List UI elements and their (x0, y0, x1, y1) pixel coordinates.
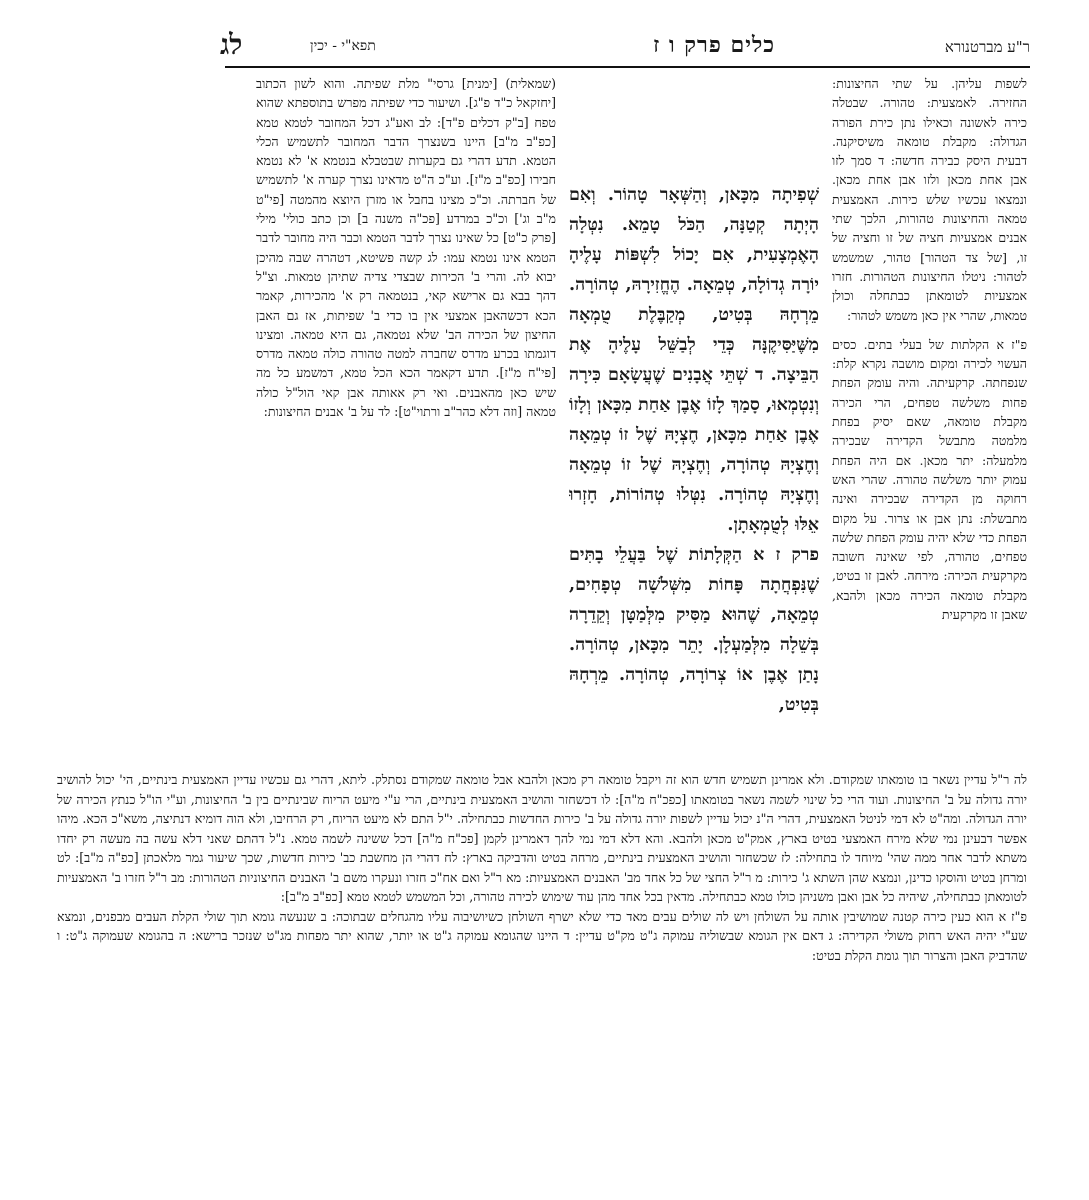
bottom-commentary-block (57, 770, 1027, 1130)
page-number: לג (220, 28, 243, 61)
mishnah-column (569, 180, 819, 768)
commentary-paragraph: לשפות עליהן. על שתי החיצונות: החזירה. לאמצעית: טהורה. שבטלה כירה לאשונה וכאילו נתן כירת הפורה הגדולה: מקבלת טומאה משיסיקנה. דבעית היסק כבירה חדשה: ד סמך לזו אבן אחת מכאן ולזו אבן אחת מכאן. ונמצאו עכשיו שלש כירות. האמצעית טמאה והחיצונות טהורות, הלכך שתי אבנים אמצעיות חציה של זו וחציה של זו, [של צד הטהור] טהור, שמשמש לטהור: ניטלו החיצונות הטהורות. חזרו אמצעיות לטומאתן כבתחלה וכולן טמאות, שהרי אין כאן משמש לטהור: (832, 76, 1027, 323)
commentary-paragraph: פ"ז א הוא כעין כירה קטנה שמושיבין אותה על השולחן ויש לה שולים עבים מאד כדי שלא ישרף השולחן כשיושיבוה עליו מהגחלים שבתוכה: ב שנעשה גומא תוך שולי הקלת העבים מבפנים, ונמצא שע"י יהיה האש רחוק משולי הקדירה: ג דאם אין הגומא שבשוליה עמוקה ג"ט מק"ט עדיין: ד היינו שהגומא עמוקה ג"ט או יותר, שהוא יתר מפחות מג"ט שנזכר ברישא: ה בהגומא שעמוקה ג"ט: ו שהדביק האבן והצרור תוך גומת הקלת בטיט: (57, 908, 1027, 963)
secondary-commentary-name: תפא"י - יכין (310, 38, 376, 54)
commentary-paragraph: (שמאלית) [ימנית] גרסי" מלת שפיתה. והוא לשון הכתוב [יחזקאל כ"ד פ"ג]. ושיעור כדי שפיתה מפרש בתוספתא שהוא טפח [ב"ק דכלים פ"ד]: לב ואע"ג דכל המחובר לטמא טמא [כפ"ב מ"ב] היינו בשנצרך הדבר המחובר לתשמיש הכלי הטמא. תדע דהרי גם בקערות שבטבלא בנטמא א' לא נטמא חבירו [כפ"ב מ"ז]. וע"כ ה"ט מדאינו נצרך קערה א' לתשמיש של חברתה. וכ"כ מצינו בחבל או מזרן היוצא מהמטה [פי"ט מ"ב וג'] וכ"כ במרדע [פכ"ה משנה ב] וכן כתב כולי' מילי [פרק כ"ט] כל שאינו נצרך לדבר הטמא וכבר היה מחובר לדבר הטמא אינו נטמא עמו: לג קשה פשיטא, דטהרה שבה מהיכן יבוא לה. והרי ב' הכירות שבצדי צדיה שתיהן טמאות. וצ"ל דהך בבא גם ארישא קאי, בנטמאה רק א' מהכירות, קאמר הכא דכשהאבן אמצעי אין בו כדי ב' שפיתות, אז גם האבן החיצון של הכירה הב' שלא נטמאה, גם היא טמאה. ומצינו דוגמתו בכרע מדרס שחברה למטה טהורה כולה טמאה מדרס [פי"ח מ"ז]. תדע דקאמר הכא הכל טמא, דמשמע כל מה שיש כאן מהאבנים. ואי רק אאותה אבן קאי הול"ל כולה טמאה [וזה דלא כהר"ב ורתוי"ט]: לד על ב' אבנים החיצונות: (256, 76, 556, 420)
commentary-paragraph: פ"ז א הקלתות של בעלי בתים. כסים העשוי לכירה ומקום מושבה נקרא קלת: שנפחתה. קרקעיתה. והיה עומק הפחת פחות משלשה טפחים, הרי הכירה מקבלת טומאה, שאם יסיק בפחת מלמטה מתבשל הקדירה שבכירה מלמעלה: יתר מכאן. אם היה הפחת עמוק יותר משלשה טהורה. שהרי האש רחוקה מן הקדירה שבכירה ואינה מתבשלת: נתן אבן או צרור. על מקום הפחת כדי שלא יהיה עומק הפחת שלשה טפחים, טהורה, לפי שאינה חשובה מקרקעית הכירה: מירחה. לאבן זו בטיט, מקבלת טומאה הכירה מכאן ולהבא, שאבן זו מקרקעית (832, 336, 1027, 623)
page-header (220, 28, 1030, 64)
commentary-paragraph: לה ר"ל עדיין נשאר בו טומאתו שמקודם. ולא אמרינן תשמיש חדש הוא זה ויקבל טומאה רק מכאן ולהבא אבל טומאה שמקודם נסתלק. ליתא, דהרי גם עכשיו עדיין האמצעית בינתיים, הי' יכול להושיב יורה גדולה על ב' החיצונות. ועוד הרי כל שינוי לשמה נשאר בטומאתו [כפכ"ח מ"ה]: לו דכשחזר והושיב האמצעית בינתיים, הרי ע"י מיעט הריוח שבינתיים בין ב' החיצונות, וע"י הו"ל כנתץ הכירה של יורה הגדולה. ומה"ט לא דמי לניטל האמצעית, דהרי ה"נ יכול עדיין לשפות יורה גדולה על ב' כירות החדשות כבתחילה. י"ל התם לא מיעט הריוח, רק הרחיבו, ולא הוה דומיא דנתיצה, משא"כ הכא. מיהו אפשר דבעינן נמי שלא מירח האמצעי בטיט בארץ, אמק"ט מכאן ולהבא. והא דלא דמי נמי להך דאמרינן לקמן [פכ"ח מ"ה] דכל ששינה לשמה טמא. נ"ל דהתם שאני דלא עשה בה מעשה רק יחדו משתא לדבר אחר ממה שהי' מיוחד לו בתחילה: לז שכשחזר והושיב האמצעית בינתיים, מרחה בטיט והדביקה בארץ: לח דהרי הן מחשבת כב' כירות חדשות, שכך שיעור גמר מלאכתן [כפ"ה מ"ב]: לט ומרחן בטיט והוסקו כדינן, ונמצא שהן השתא ג' כירות: מ ר"ל החצי של כל אחד מב' האבנים האמצעיות: מא ר"ל ואם אח"כ חזרו ונעקרו משם ב' האבנים החיצוניות הטהורות: מב ר"ל חזרו ב' האמצעיות לטומאתן כבתחילה, שיהיה כל אבן ואבן משניהן כולו טמא כבתחילה. מדאין בכל אחד מהן עוד שימוש לכירה טהורה, וכל המשמש לטמא טמא [כפ"ב מ"ב]: (57, 772, 1027, 904)
tiferet-yisrael-column (256, 74, 556, 769)
tractate-title: כלים פרק ו ז (653, 32, 775, 58)
bartenura-column (832, 74, 1027, 764)
commentary-name: ר"ע מברטנורא (944, 38, 1030, 56)
mishnah-paragraph: שְׁפִיתָה מִכָּאן, וְהַשְּׁאָר טָהוֹר. וְאִם הָיְתָה קְטַנָּה, הַכֹּל טָמֵא. נִטְּלָה הָאֶמְצָעִית, אִם יָכוֹל לִשְׁפּוֹת עָלֶיהָ יוֹרָה גְדוֹלָה, טְמֵאָה. הֶחֱזִירָהּ, טְהוֹרָה. מֵרְחָהּ בְּטִיט, מְקַבֶּלֶת טֻמְאָה מִשֶּׁיַּסִּיקֶנָּה כְּדֵי לְבַשֵּׁל עָלֶיהָ אֶת הַבֵּיצָה. ד שְׁתֵּי אֲבָנִים שֶׁעֲשָׂאָם כִּירָה וְנִטְמְאוּ, סָמַךְ לָזוֹ אֶבֶן אַחַת מִכָּאן וְלָזוֹ אֶבֶן אַחַת מִכָּאן, חֶצְיָהּ שֶׁל זוֹ טְמֵאָה וְחֶצְיָהּ טְהוֹרָה, וְחֶצְיָהּ שֶׁל זוֹ טְמֵאָה וְחֶצְיָהּ טְהוֹרָה. נִטְּלוּ טְהוֹרוֹת, חָזְרוּ אֵלּוּ לְטֻמְאָתָן. (569, 185, 819, 535)
header-rule (225, 66, 1030, 68)
mishnah-paragraph: פרק ז א הַקְּלָתוֹת שֶׁל בַּעֲלֵי בָתִּים שֶׁנִּפְחֲתָה פָּחוֹת מִשְּׁלֹשָׁה טְפָחִים, טְמֵאָה, שֶׁהוּא מַסִּיק מִלְּמַטָּן וְקֵדֵרָה בְּשֵׁלָה מִלְּמַעְלָן. יָתֵר מִכָּאן, טְהוֹרָה. נָתַן אֶבֶן אוֹ צְרוֹרָה, טְהוֹרָה. מֵרְחָהּ בְּטִיט, (569, 545, 819, 715)
